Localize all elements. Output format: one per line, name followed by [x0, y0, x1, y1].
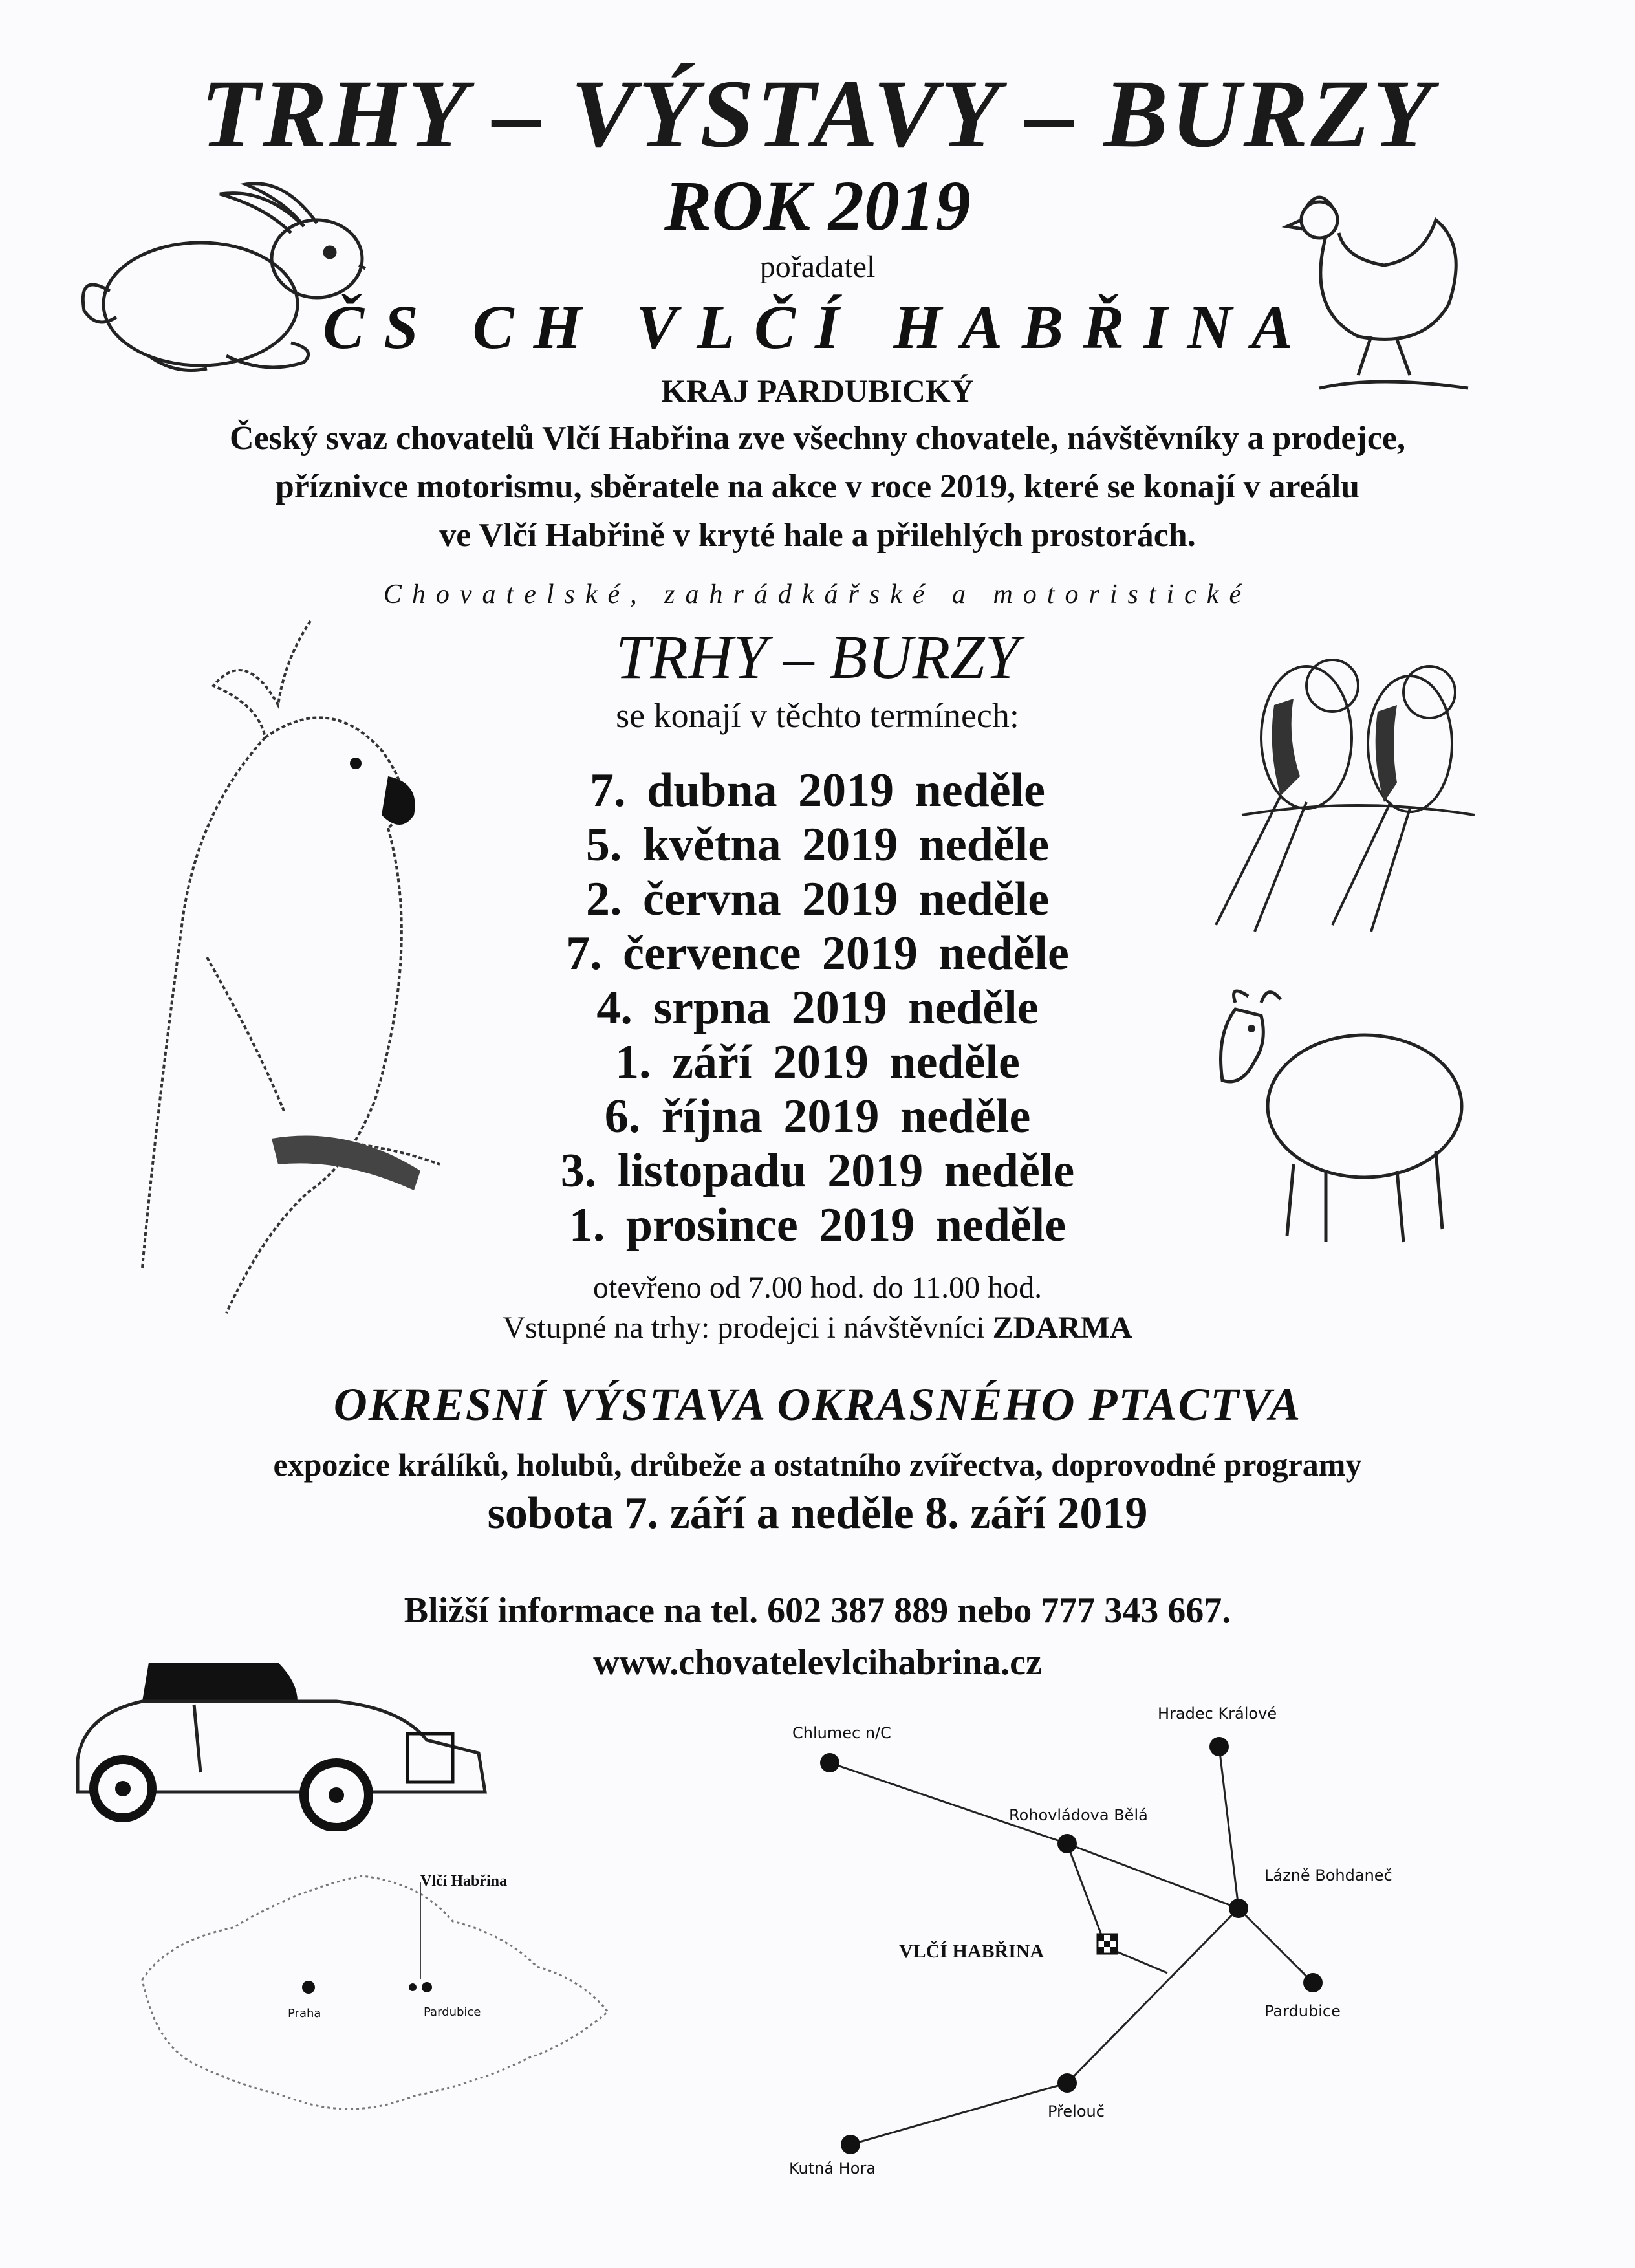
local-map-label-rohovladova: Rohovládova Bělá	[1009, 1806, 1148, 1824]
poster-title: TRHY – VÝSTAVY – BURZY	[200, 60, 1435, 168]
cockatoo-illustration	[116, 608, 479, 1320]
market-date: 1. září 2019 neděle	[615, 1036, 1020, 1089]
local-map-label-hradec: Hradec Králové	[1158, 1705, 1277, 1723]
market-date: 2. června 2019 neděle	[585, 873, 1050, 926]
region-label: KRAJ PARDUBICKÝ	[661, 373, 974, 409]
market-date: 1. prosince 2019 neděle	[568, 1199, 1067, 1252]
cz-map-label-praha: Praha	[288, 2007, 321, 2020]
local-map-label-vlci-habrina: VLČÍ HABŘINA	[899, 1941, 1045, 1962]
cz-map-label-vlci-habrina: Vlčí Habřina	[420, 1873, 508, 1890]
intro-line-1: Český svaz chovatelů Vlčí Habřina zve všechny chovatele, návštěvníky a prodejce,	[230, 420, 1405, 457]
local-map-label-chlumec: Chlumec n/C	[792, 1724, 891, 1742]
intro-line-2: příznivce motorismu, sběratele na akce v roce 2019, které se konají v areálu	[275, 468, 1360, 505]
local-map-label-lazne: Lázně Bohdaneč	[1264, 1866, 1392, 1884]
local-road-map	[776, 1708, 1488, 2199]
intro-text	[0, 414, 1635, 560]
market-date: 6. října 2019 neděle	[604, 1090, 1031, 1143]
cz-map-label-pardubice: Pardubice	[424, 2005, 481, 2019]
rabbit-illustration	[71, 181, 369, 382]
entry-fee-free: ZDARMA	[992, 1311, 1132, 1345]
market-date: 4. srpna 2019 neděle	[596, 981, 1039, 1034]
hen-illustration	[1281, 181, 1475, 401]
market-date: 3. listopadu 2019 neděle	[560, 1144, 1075, 1197]
opening-hours: otevřeno od 7.00 hod. do 11.00 hod.	[592, 1270, 1043, 1305]
intro-line-3: ve Vlčí Habřině v kryté hale a přilehlých prostorách.	[439, 517, 1196, 554]
organizer-label: pořadatel	[759, 250, 876, 284]
czech-republic-map	[116, 1850, 621, 2135]
year-heading: ROK 2019	[664, 166, 971, 245]
show-title: OKRESNÍ VÝSTAVA OKRASNÉHO PTACTVA	[333, 1379, 1302, 1430]
local-map-label-prelouc: Přelouč	[1048, 2102, 1105, 2121]
local-map-label-pardubice: Pardubice	[1264, 2002, 1341, 2020]
show-dates: sobota 7. září a neděle 8. září 2019	[487, 1488, 1148, 1538]
budgies-illustration	[1203, 647, 1513, 938]
market-date: 7. dubna 2019 neděle	[589, 764, 1046, 817]
markets-title: TRHY – BURZY	[615, 622, 1020, 692]
market-date: 7. července 2019 neděle	[566, 927, 1069, 980]
market-date: 5. května 2019 neděle	[585, 818, 1050, 871]
goat-illustration	[1196, 983, 1468, 1255]
contact-website: www.chovatelevlcihabrina.cz	[593, 1642, 1042, 1683]
markets-subtitle: se konají v těchto termínech:	[616, 696, 1019, 735]
contact-phone: Bližší informace na tel. 602 387 889 nebo 777 343 667.	[404, 1591, 1231, 1631]
show-description: expozice králíků, holubů, drůbeže a ostatního zvířectva, doprovodné programy	[273, 1446, 1362, 1483]
market-kinds: Chovatelské, zahrádkářské a motoristické	[383, 580, 1252, 609]
organizer-name: ČS CH VLČÍ HABŘINA	[323, 292, 1312, 362]
entry-fee-text: Vstupné na trhy: prodejci i návštěvníci	[503, 1311, 985, 1345]
vintage-car-illustration	[65, 1643, 492, 1831]
local-map-label-kutna-hora: Kutná Hora	[789, 2159, 876, 2177]
